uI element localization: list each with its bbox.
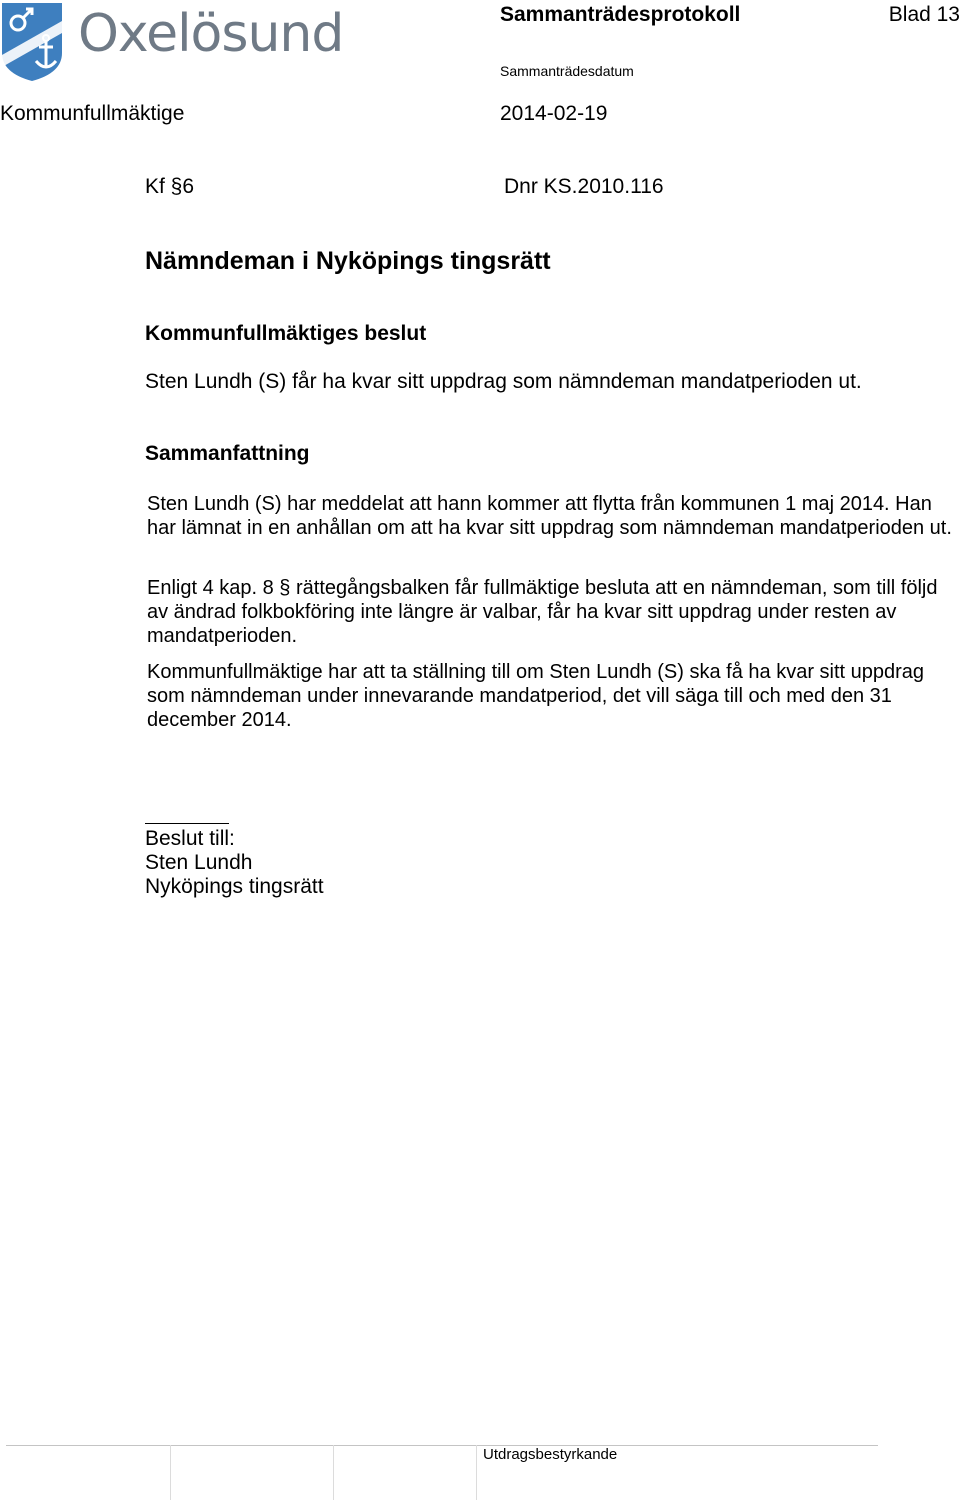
summary-paragraph: Enligt 4 kap. 8 § rättegångsbalken får fullmäktige besluta att en nämndeman, som till följd av ändrad folkbokföring inte längre är valbar, får ha kvar sitt uppdrag under resten av mandatperioden. [147, 577, 938, 647]
distribution-recipient: Sten Lundh [145, 851, 253, 874]
coat-of-arms-icon [2, 3, 66, 81]
document-type: Sammanträdesprotokoll [500, 3, 741, 26]
summary-paragraph: Kommunfullmäktige har att ta ställning till om Sten Lundh (S) ska få ha kvar sitt uppdrag som nämndeman under innevarande mandatperiod, det vill säga till och med den 31 december 2014. [147, 661, 925, 731]
item-title: Nämndeman i Nyköpings tingsrätt [145, 247, 551, 275]
decision-heading: Kommunfullmäktiges beslut [145, 322, 427, 345]
logo-wordmark: Oxelösund [78, 4, 344, 64]
case-number: Dnr KS.2010.116 [504, 175, 664, 198]
distribution-label: Beslut till: [145, 827, 235, 850]
summary-paragraph: Sten Lundh (S) har meddelat att hann kommer att flytta från kommunen 1 maj 2014. Han har lämnat in en anhållan om att ha kvar sitt uppdrag som nämndeman mandatperioden ut. [147, 493, 952, 539]
distribution-rule [145, 823, 229, 824]
footer-signature-cell [170, 1445, 171, 1500]
meeting-date: 2014-02-19 [500, 102, 608, 125]
certification-label: Utdragsbestyrkande [483, 1446, 618, 1463]
decision-text: Sten Lundh (S) får ha kvar sitt uppdrag som nämndeman mandatperioden ut. [145, 370, 862, 393]
page-number: Blad 13 [888, 3, 960, 26]
footer-signature-cell [333, 1445, 334, 1500]
distribution-recipient: Nyköpings tingsrätt [145, 875, 324, 898]
footer-signature-cell [476, 1445, 477, 1500]
municipality-logo [2, 3, 342, 81]
footer-divider [6, 1445, 878, 1446]
meeting-date-label: Sammanträdesdatum [500, 63, 634, 79]
paragraph-number: Kf §6 [145, 175, 195, 198]
summary-heading: Sammanfattning [145, 442, 310, 465]
assembly-name: Kommunfullmäktige [0, 102, 185, 125]
